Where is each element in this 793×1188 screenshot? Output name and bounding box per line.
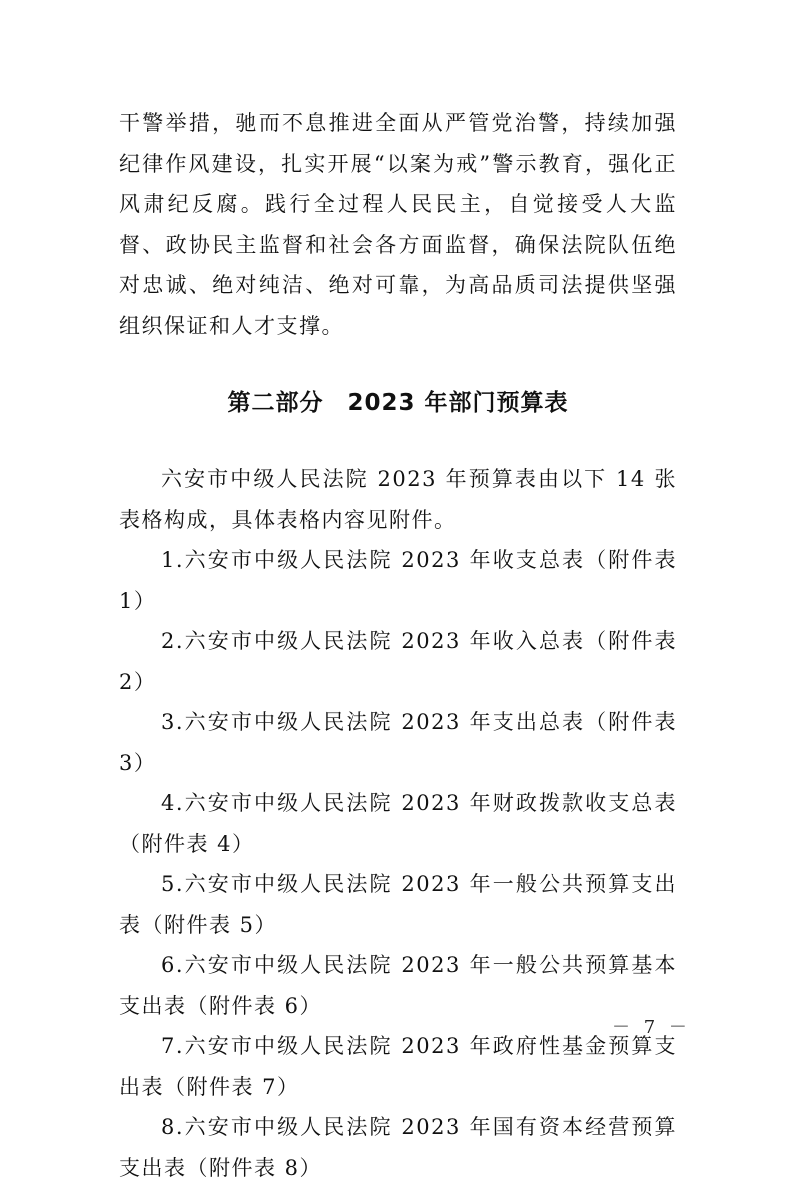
list-item: 8.六安市中级人民法院 2023 年国有资本经营预算支出表（附件表 8）: [119, 1115, 677, 1180]
list-item: 6.六安市中级人民法院 2023 年一般公共预算基本支出表（附件表 6）: [119, 953, 677, 1018]
list-item: 5.六安市中级人民法院 2023 年一般公共预算支出表（附件表 5）: [119, 872, 677, 937]
page-number: － 7 －: [612, 1017, 691, 1038]
page-content: [119, 103, 677, 1188]
section-title: 2023 年部门预算表: [347, 390, 569, 416]
section-heading: [119, 383, 677, 423]
list-item: 1.六安市中级人民法院 2023 年收支总表（附件表 1）: [119, 548, 677, 613]
list-item: 4.六安市中级人民法院 2023 年财政拨款收支总表（附件表 4）: [119, 791, 677, 856]
list-item: 3.六安市中级人民法院 2023 年支出总表（附件表 3）: [119, 710, 677, 775]
intro-paragraph: 干警举措，驰而不息推进全面从严管党治警，持续加强纪律作风建设，扎实开展“以案为戒”警示教育，强化正风肃纪反腐。践行全过程人民民主，自觉接受人大监督、政协民主监督和社会各方面监督，确保法院队伍绝对忠诚、绝对纯洁、绝对可靠，为高品质司法提供坚强组织保证和人才支撑。: [119, 111, 677, 338]
list-item: 7.六安市中级人民法院 2023 年政府性基金预算支出表（附件表 7）: [119, 1034, 677, 1099]
list-item: 2.六安市中级人民法院 2023 年收入总表（附件表 2）: [119, 629, 677, 694]
section-part-label: 第二部分: [227, 390, 324, 416]
summary-paragraph: 六安市中级人民法院 2023 年预算表由以下 14 张表格构成，具体表格内容见附件。: [119, 467, 677, 532]
